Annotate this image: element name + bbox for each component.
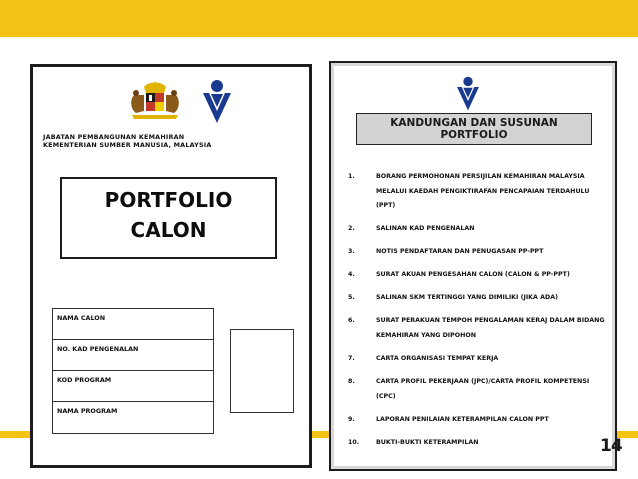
list-item: 3. NOTIS PENDAFTARAN DAN PENUGASAN PP-PPT [348,248,544,256]
department-name [43,133,211,149]
form-field-nama-program: NAMA PROGRAM [57,407,118,415]
portfolio-contents-page [330,62,616,470]
list-item: 4. SURAT AKUAN PENGESAHAN CALON (CALON & PP-PPT) [348,271,570,279]
list-item: 9. LAPORAN PENILAIAN KETERAMPILAN CALON PPT [348,415,549,423]
form-field-nama-calon: NAMA CALON [53,309,213,340]
department-line-1: JABATAN PEMBANGUNAN KEMAHIRAN [43,133,185,141]
portfolio-title-box [60,177,277,259]
jpk-logo-icon [201,79,233,125]
form-field-no-kad-pengenalan: NO. KAD PENGENALAN [53,340,213,371]
jpk-logo-icon [454,76,482,112]
heading-line-1: KANDUNGAN DAN SUSUNAN [390,117,558,129]
list-item: 7. CARTA ORGANISASI TEMPAT KERJA [348,355,499,363]
department-line-2: KEMENTERIAN SUMBER MANUSIA, MALAYSIA [43,141,212,149]
contents-heading [356,113,592,145]
photo-placeholder-box [230,329,294,413]
list-item: 6. SURAT PERAKUAN TEMPOH PENGALAMAN KERAJ DALAM BIDANG KEMAHIRAN YANG DIPOHON [348,317,605,339]
form-field-kod-program: KOD PROGRAM [53,371,213,402]
heading-line-2: PORTFOLIO [440,129,508,141]
coat-of-arms-icon [126,81,184,121]
slide-number: 14 [600,436,622,456]
list-item: 10. BUKTI-BUKTI KETERAMPILAN [348,438,479,446]
title-line-2: CALON [130,218,207,242]
list-item: 2. SALINAN KAD PENGENALAN [348,225,475,233]
candidate-info-form [52,308,214,434]
list-item: 8. CARTA PROFIL PEKERJAAN (JPC)/CARTA PROFIL KOMPETENSI (CPC) [348,378,590,400]
title-line-1: PORTFOLIO [104,188,233,212]
accent-top-bar [0,0,638,37]
list-item: 5. SALINAN SKM TERTINGGI YANG DIMILIKI (JIKA ADA) [348,294,558,302]
contents-list [348,170,610,459]
list-item: 1. BORANG PERMOHONAN PERSIJILAN KEMAHIRAN MALAYSIA MELALUI KAEDAH PENGIKTIRAFAN PENCAPAIAN TERDAHULU (PPT) [348,173,590,209]
portfolio-cover-page [30,64,312,468]
